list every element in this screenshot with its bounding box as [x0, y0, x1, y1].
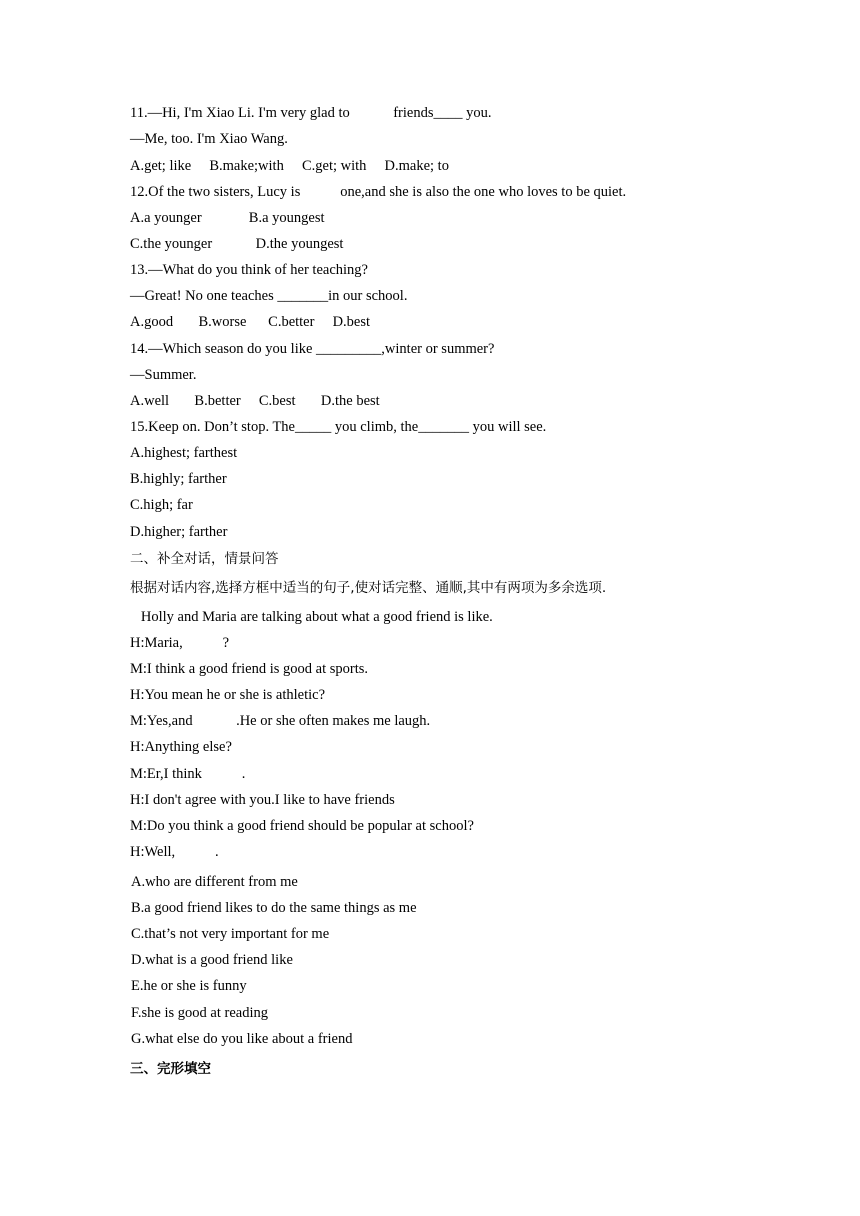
choice-item: F.she is good at reading [131, 1005, 268, 1021]
choice-item: A.who are different from me [131, 874, 298, 890]
q14-options: A.well B.better C.best D.the best [130, 393, 380, 409]
choice-item: E.he or she is funny [131, 978, 247, 994]
section3-heading: 三、完形填空 [130, 1061, 211, 1077]
q12-options-row2: C.the younger D.the youngest [130, 236, 344, 252]
q13-reply: —Great! No one teaches _______in our school. [130, 288, 408, 304]
q11-options: A.get; like B.make;with C.get; with D.make; to [130, 158, 449, 174]
dialogue-line: M:Do you think a good friend should be popular at school? [130, 818, 474, 834]
q15-stem: 15.Keep on. Don’t stop. The_____ you climb, the_______ you will see. [130, 419, 547, 435]
q15-option-a: A.highest; farthest [130, 445, 238, 461]
dialogue-line: H:Anything else? [130, 739, 232, 755]
dialogue-line: M:Er,I think . [130, 766, 246, 782]
section2-instruction: 根据对话内容,选择方框中适当的句子,使对话完整、通顺,其中有两项为多余选项. [130, 580, 607, 596]
q11-reply: —Me, too. I'm Xiao Wang. [130, 131, 288, 147]
q14-stem: 14.—Which season do you like _________,winter or summer? [130, 341, 495, 357]
dialogue-line: H:Maria, ? [130, 635, 230, 651]
section2-heading: 二、补全对话，情景问答 [130, 551, 279, 567]
q12-options-row1: A.a younger B.a youngest [130, 210, 325, 226]
dialogue-intro: Holly and Maria are talking about what a good friend is like. [130, 609, 493, 625]
q12-stem: 12.Of the two sisters, Lucy is one,and she is also the one who loves to be quiet. [130, 184, 627, 200]
q15-option-b: B.highly; farther [130, 471, 227, 487]
q13-options: A.good B.worse C.better D.best [130, 314, 371, 330]
q14-reply: —Summer. [130, 367, 197, 383]
q13-stem: 13.—What do you think of her teaching? [130, 262, 368, 278]
choice-item: D.what is a good friend like [131, 952, 293, 968]
q15-option-c: C.high; far [130, 497, 193, 513]
q11-stem: 11.—Hi, I'm Xiao Li. I'm very glad to friends____ you. [130, 105, 492, 121]
choice-item: G.what else do you like about a friend [131, 1031, 353, 1047]
q15-option-d: D.higher; farther [130, 524, 228, 540]
choice-item: B.a good friend likes to do the same things as me [131, 900, 417, 916]
dialogue-line: H:You mean he or she is athletic? [130, 687, 326, 703]
dialogue-line: M:Yes,and .He or she often makes me laugh. [130, 713, 431, 729]
dialogue-line: H:I don't agree with you.I like to have friends [130, 792, 395, 808]
dialogue-line: H:Well, . [130, 844, 219, 860]
dialogue-line: M:I think a good friend is good at sports. [130, 661, 369, 677]
choice-item: C.that’s not very important for me [131, 926, 330, 942]
